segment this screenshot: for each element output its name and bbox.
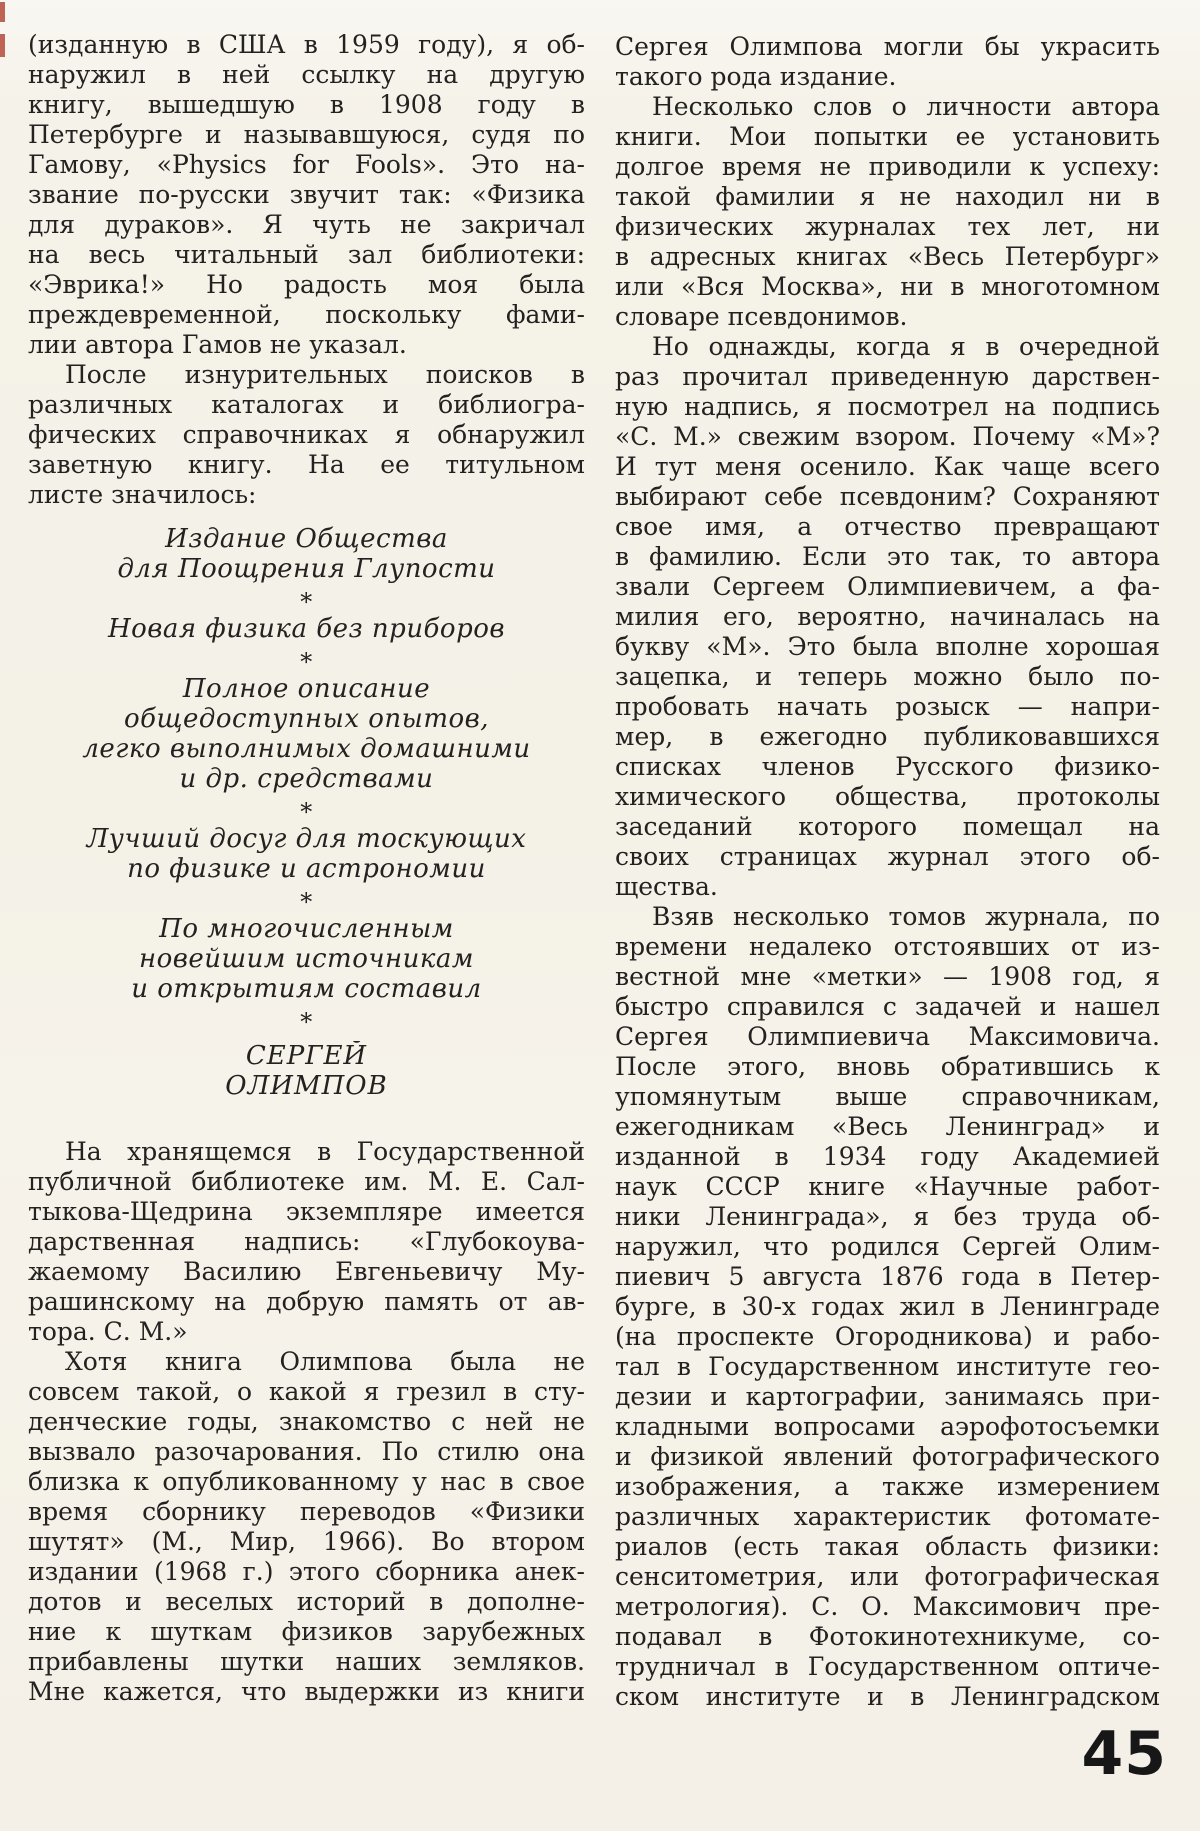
text-line: пиевич 5 августа 1876 года в Петер- — [615, 1262, 1160, 1291]
text-line: сенситометрия, или фотографическая — [615, 1562, 1160, 1591]
text-line: рашинскому на добрую память от ав- — [28, 1287, 585, 1316]
paragraph — [28, 30, 585, 360]
paragraph — [28, 1347, 585, 1707]
text-line: в фамилию. Если это так, то автора — [615, 542, 1160, 571]
text-line: различных характеристик фотомате- — [615, 1502, 1160, 1531]
text-line: близка к опубликованному у нас в свое — [28, 1467, 585, 1496]
text-line: совсем такой, о какой я грезил в сту- — [28, 1377, 585, 1406]
asterisk-separator: * — [300, 588, 313, 616]
title-line: Полное описание — [182, 674, 431, 704]
text-line: долгое время не приводили к успеху: — [615, 152, 1160, 181]
text-line: быстро справился с задачей и нашел — [615, 992, 1160, 1021]
text-line: Сергея Олимпова могли бы украсить — [615, 32, 1160, 61]
text-line: метрология). С. О. Максимович пре- — [615, 1592, 1160, 1621]
text-line: такого рода издание. — [615, 62, 897, 91]
title-line: по физике и астрономии — [127, 854, 486, 884]
text-line: изображения, а также измерением — [615, 1472, 1160, 1501]
text-line: зацепка, и теперь можно было по- — [615, 662, 1160, 691]
text-line: дотов и веселых историй в дополне- — [28, 1587, 585, 1616]
text-line: И тут меня осенило. Как чаще всего — [615, 452, 1160, 481]
text-line: химического общества, протоколы — [615, 782, 1160, 811]
text-line: На хранящемся в Государственной — [65, 1137, 585, 1166]
text-line: для дураков». Я чуть не закричал — [28, 210, 585, 239]
paragraph — [28, 1137, 585, 1347]
text-line: наружил в ней ссылку на другую — [28, 60, 585, 89]
paragraph — [615, 902, 1160, 1712]
text-line: Гамову, «Physics for Fools». Это на- — [28, 150, 585, 179]
text-line: звали Сергеем Олимпиевичем, а фа- — [615, 572, 1160, 601]
text-line: Петербурге и называвшуюся, судя по — [28, 120, 585, 149]
text-line: кладными вопросами аэрофотосъемки — [615, 1412, 1160, 1441]
text-line: книгу, вышедшую в 1908 году в — [28, 90, 585, 119]
text-line: щества. — [615, 872, 718, 901]
text-line: словаре псевдонимов. — [615, 302, 908, 331]
text-line: раз прочитал приведенную дарствен- — [615, 362, 1160, 391]
text-line: физических журналах тех лет, ни — [615, 212, 1160, 241]
text-line: или «Вся Москва», ни в многотомном — [615, 272, 1160, 301]
title-line: общедоступных опытов, — [123, 704, 490, 734]
scan-artifact — [0, 2, 5, 22]
title-line: для Поощрения Глупости — [117, 554, 496, 584]
text-line: Сергея Олимпиевича Максимовича. — [615, 1022, 1160, 1051]
title-line: легко выполнимых домашними — [82, 734, 531, 764]
text-line: шутят» (М., Мир, 1966). Во втором — [28, 1527, 585, 1556]
text-line: изданной в 1934 году Академией — [615, 1142, 1160, 1171]
text-line: Но однажды, когда я в очередной — [652, 332, 1160, 361]
text-line: «Эврика!» Но радость моя была — [28, 270, 585, 299]
paragraph — [615, 332, 1160, 902]
text-line: Несколько слов о личности автора — [652, 92, 1160, 121]
asterisk-separator: * — [300, 648, 313, 676]
text-line: Взяв несколько томов журнала, по — [652, 902, 1160, 931]
author-line: СЕРГЕЙ — [245, 1041, 368, 1071]
page-number: 45 — [1081, 1719, 1167, 1789]
text-line: лии автора Гамов не указал. — [28, 330, 407, 359]
text-line: книги. Мои попытки ее установить — [615, 122, 1160, 151]
text-line: публичной библиотеке им. М. Е. Сал- — [28, 1167, 585, 1196]
text-line: листе значилось: — [28, 480, 257, 509]
author-block — [28, 1041, 585, 1101]
scan-artifact — [0, 34, 5, 57]
text-line: ском институте и в Ленинградском — [615, 1682, 1160, 1711]
text-line: ние к шуткам физиков зарубежных — [28, 1617, 585, 1646]
title-line: Издание Общества — [165, 524, 448, 554]
text-line: звание по-русски звучит так: «Физика — [28, 180, 585, 209]
text-line: денческие годы, знакомство с ней не — [28, 1407, 585, 1436]
text-line: выбирают себе псевдоним? Сохраняют — [615, 482, 1160, 511]
text-line: заветную книгу. На ее титульном — [28, 450, 585, 479]
title-line: и др. средствами — [179, 764, 434, 794]
text-line: тал в Государственном институте гео- — [615, 1352, 1160, 1381]
text-line: в адресных книгах «Весь Петербург» — [615, 242, 1160, 271]
right-column — [615, 32, 1160, 1712]
text-line: время сборнику переводов «Физики — [28, 1497, 585, 1526]
paragraph — [28, 360, 585, 510]
text-line: бурге, в 30-х годах жил в Ленинграде — [615, 1292, 1160, 1321]
left-column — [28, 30, 585, 1707]
title-line: Лучший досуг для тоскующих — [86, 824, 527, 854]
text-line: риалов (есть такая область физики: — [615, 1532, 1160, 1561]
text-line: упомянутым выше справочникам, — [615, 1082, 1160, 1111]
text-line: подавал в Фотокинотехникуме, со- — [615, 1622, 1160, 1651]
text-line: дезии и картографии, занимаясь при- — [615, 1382, 1160, 1411]
text-line: заседаний которого помещал на — [615, 812, 1160, 841]
text-line: вызвало разочарования. По стилю она — [28, 1437, 585, 1466]
asterisk-separator: * — [300, 1008, 313, 1036]
text-line: ежегодникам «Весь Ленинград» и — [615, 1112, 1160, 1141]
text-line: (изданную в США в 1959 году), я об- — [28, 30, 585, 59]
text-line: тыкова-Щедрина экземпляре имеется — [28, 1197, 585, 1226]
text-line: ники Ленинграда», я без труда об- — [615, 1202, 1160, 1231]
text-line: преждевременной, поскольку фами- — [28, 300, 585, 329]
text-line: вестной мне «метки» — 1908 год, я — [615, 962, 1160, 991]
text-line: букву «М». Это была вполне хорошая — [615, 632, 1160, 661]
text-line: трудничал в Государственном оптиче- — [615, 1652, 1160, 1681]
text-line: «С. М.» свежим взором. Почему «М»? — [615, 422, 1160, 451]
text-line: Хотя книга Олимпова была не — [65, 1347, 585, 1376]
text-line: пробовать начать розыск — напри- — [615, 692, 1160, 721]
text-line: (на проспекте Огородникова) и рабо- — [615, 1322, 1160, 1351]
text-line: После изнурительных поисков в — [65, 360, 585, 389]
text-line: на весь читальный зал библиотеки: — [28, 240, 585, 269]
title-line: новейшим источникам — [139, 944, 474, 974]
paragraph — [615, 92, 1160, 332]
text-line: фических справочниках я обнаружил — [28, 420, 585, 449]
text-line: такой фамилии я не находил ни в — [615, 182, 1160, 211]
author-line: ОЛИМПОВ — [225, 1071, 388, 1101]
text-line: После этого, вновь обратившись к — [615, 1052, 1160, 1081]
paragraph — [615, 32, 1160, 92]
asterisk-separator: * — [300, 798, 313, 826]
text-line: наук СССР книге «Научные работ- — [615, 1172, 1160, 1201]
asterisk-separator: * — [300, 888, 313, 916]
text-line: свое имя, а отчество превращают — [615, 512, 1160, 541]
title-line: Новая физика без приборов — [107, 614, 506, 644]
title-line: По многочисленным — [159, 914, 454, 944]
text-line: и физикой явлений фотографического — [615, 1442, 1160, 1471]
text-line: своих страницах журнал этого об- — [615, 842, 1160, 871]
text-line: мер, в ежегодно публиковавшихся — [615, 722, 1160, 751]
title-block — [28, 524, 585, 1034]
text-line: ную надпись, я посмотрел на подпись — [615, 392, 1160, 421]
text-line: дарственная надпись: «Глубокоува- — [28, 1227, 585, 1256]
text-line: жаемому Василию Евгеньевичу Му- — [28, 1257, 585, 1286]
text-line: тора. С. М.» — [28, 1317, 188, 1346]
text-line: Мне кажется, что выдержки из книги — [28, 1677, 585, 1706]
text-line: наружил, что родился Сергей Олим- — [615, 1232, 1160, 1261]
text-line: различных каталогах и библиогра- — [28, 390, 585, 419]
text-line: прибавлены шутки наших земляков. — [28, 1647, 585, 1676]
title-line: и открытиям составил — [131, 974, 482, 1004]
text-line: списках членов Русского физико- — [615, 752, 1160, 781]
text-line: издании (1968 г.) этого сборника анек- — [28, 1557, 585, 1586]
text-line: времени недалеко отстоявших от из- — [615, 932, 1160, 961]
text-line: милия его, вероятно, начиналась на — [615, 602, 1160, 631]
